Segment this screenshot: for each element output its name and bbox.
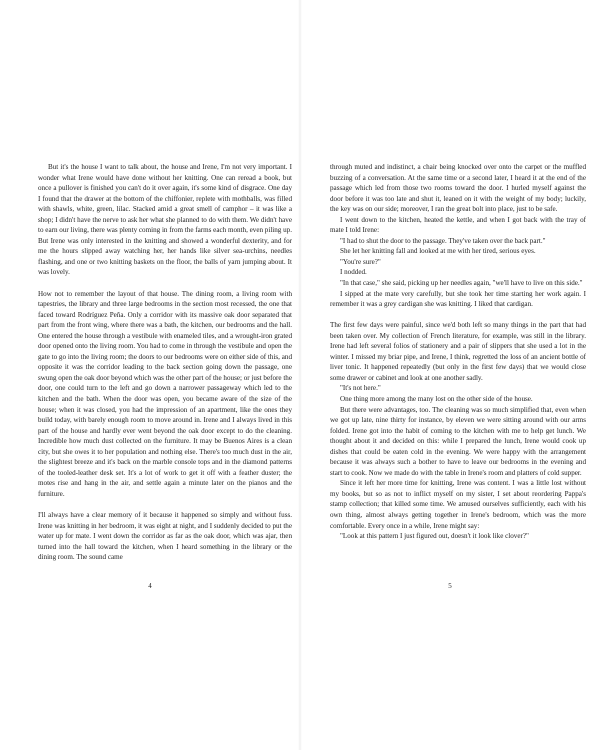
paragraph: How not to remember the layout of that house. The dining room, a living room with tapestries, the library and three large bedrooms in the section most recessed, the one that faced toward Rodríguez Peña. Only a corridor with its massive oak door separated that part from the front wing, where there was a bath, the kitchen, our bedrooms and the hall. One entered the house through a vestibule with enameled tiles, and a wrought-iron grated door opened onto the living room. You had to come in through the vestibule and open the gate to go into the living room; the doors to our bedrooms were on either side of this, and opposite it was the corridor leading to the back section going down the passage, one swung open the oak door beyond which was the other part of the house; or just before the door, one could turn to the left and go down a narrower passageway which led to the kitchen and the bath. When the door was open, you became aware of the size of the house; when it was closed, you had the impression of an apartment, like the ones they build today, with barely enough room to move around in. Irene and I always lived in this part of the house and hardly ever went beyond the oak door except to do the cleaning. Incredible how much dust collected on the furniture. It may be Buenos Aires is a clean city, but she owes it to her population and nothing else. There's too much dust in the air, the slightest breeze and it's back on the marble console tops and in the diamond patterns of the tooled-leather desk set. It's a lot of work to get it off with a feather duster; the motes rise and hang in the air, and settle again a minute later on the pianos and the furniture. xyxy=(38,289,292,498)
paragraph: I'll always have a clear memory of it because it happened so simply and without fuss. Irene was knitting in her bedroom, it was eight at night, and I suddenly decided to put the water up for mate. I went down the corridor as far as the oak door, which was ajar, then turned into the hall toward the kitchen, when I heard something in the library or the dining room. The sound came xyxy=(38,510,292,562)
right-page xyxy=(300,0,600,750)
page-number: 5 xyxy=(448,582,452,590)
left-page-text xyxy=(38,162,292,563)
paragraph: I sipped at the mate very carefully, but she took her time starting her work again. I remember it was a grey cardigan she was knitting. I liked that cardigan. xyxy=(330,289,586,309)
right-page-text xyxy=(330,162,586,542)
paragraph: But there were advantages, too. The cleaning was so much simplified that, even when we got up late, nine thirty for instance, by eleven we were sitting around with our arms folded. Irene got into the habit of coming to the kitchen with me to help get lunch. We thought about it and decided on this: while I prepared the lunch, Irene would cook up dishes that could be eaten cold in the evening. We were happy with the arrangement because it was always such a bother to have to leave our bedrooms in the evening and start to cook. Now we made do with the table in Irene's room and platters of cold supper. xyxy=(330,405,586,477)
dialogue-line: "I had to shut the door to the passage. They've taken over the back part." xyxy=(340,236,546,245)
dialogue-line: "Look at this pattern I just figured out, doesn't it look like clover?" xyxy=(340,532,529,541)
paragraph: I nodded. xyxy=(340,268,367,277)
paragraph: One thing more among the many lost on the other side of the house. xyxy=(340,394,533,403)
paragraph: She let her knitting fall and looked at me with her tired, serious eyes. xyxy=(340,247,536,256)
page-number: 4 xyxy=(148,582,152,590)
paragraph: But it's the house I want to talk about, the house and Irene, I'm not very important. I wonder what Irene would have done without her knitting. One can reread a book, but once a pullover is finished you can't do it over again, it's some kind of disgrace. One day I found that the drawer at the bottom of the chiffonier, replete with mothballs, was filled with shawls, white, green, lilac. Stacked amid a great smell of camphor – it was like a shop; I didn't have the nerve to ask her what she planned to do with them. We didn't have to earn our living, there was plenty coming in from the farms each month, even piling up. But Irene was only interested in the knitting and showed a wonderful dexterity, and for me the hours slipped away watching her, her hands like silver sea-urchins, needles flashing, and one or two knitting baskets on the floor, the balls of yarn jumping about. It was lovely. xyxy=(38,163,292,277)
dialogue-line: "It's not here." xyxy=(340,384,381,393)
paragraph: I went down to the kitchen, heated the kettle, and when I got back with the tray of mate I told Irene: xyxy=(330,215,586,235)
paragraph: The first few days were painful, since we'd both left so many things in the part that had been taken over. My collection of French literature, for example, was still in the library. Irene had left several folios of stationery and a pair of slippers that she used a lot in the winter. I missed my briar pipe, and Irene, I think, regretted the loss of an ancient bottle of liver tonic. It happened repeatedly (but only in the first few days) that we would close some drawer or cabinet and look at one another sadly. xyxy=(330,321,586,382)
dialogue-line: "In that case," she said, picking up her needles again, "we'll have to live on this side." xyxy=(340,279,583,288)
paragraph: Since it left her more time for knitting, Irene was content. I was a little lost without my books, but so as not to inflict myself on my sister, I set about reordering Pappa's stamp collection; that killed some time. We amused ourselves sufficiently, each with his own thing, almost always getting together in Irene's bedroom, which was the more comfortable. Every once in a while, Irene might say: xyxy=(330,479,586,530)
dialogue-line: "You're sure?" xyxy=(340,257,381,266)
paragraph: through muted and indistinct, a chair being knocked over onto the carpet or the muffled buzzing of a conversation. At the same time or a second later, I heard it at the end of the passage which led from those two rooms toward the door. I hurled myself against the door before it was too late and shut it, leaned on it with the weight of my body; luckily, the key was on our side; moreover, I ran the great bolt into place, just to be safe. xyxy=(330,163,586,214)
